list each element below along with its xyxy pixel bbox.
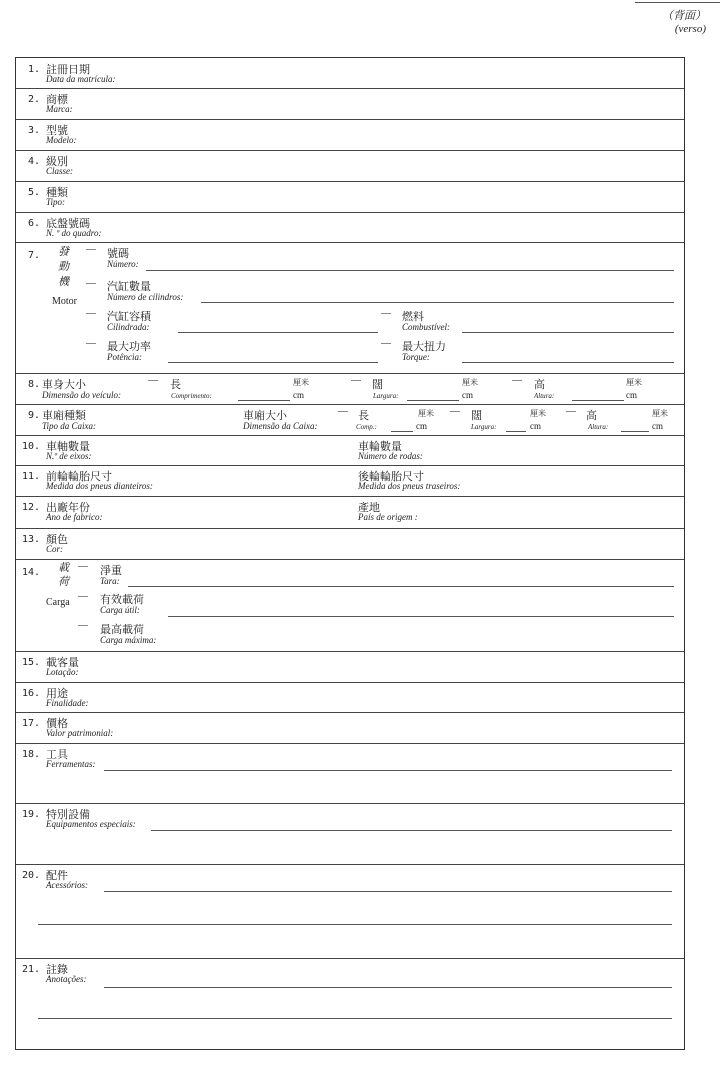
unit: cm xyxy=(416,421,427,431)
acessorios-input-line-2[interactable] xyxy=(38,924,672,925)
motor-label-zh: 發動機 xyxy=(58,245,69,288)
dash-marker: — xyxy=(512,375,522,386)
dash-marker: — xyxy=(338,406,348,417)
label-zh: 高 xyxy=(586,409,597,422)
dash-marker: — xyxy=(86,308,96,319)
field-number: 15. xyxy=(22,657,41,668)
label-pt: Comprimento: xyxy=(171,392,212,400)
field-row-pair[interactable] xyxy=(16,435,684,466)
label-pt: Potência: xyxy=(107,352,142,362)
field-number: 3. xyxy=(28,125,41,136)
field-row-long xyxy=(16,958,684,1050)
height-input-line[interactable] xyxy=(572,400,624,401)
label-zh: 最大扭力 xyxy=(402,340,446,353)
carga-label-pt: Carga xyxy=(46,597,70,608)
label-pt: Cilindrada: xyxy=(107,322,150,332)
field-row[interactable] xyxy=(16,651,684,683)
label-zh: 前輪輪胎尺寸 xyxy=(46,470,112,483)
anotacoes-input-line[interactable] xyxy=(104,987,672,988)
label-zh: 車輪數量 xyxy=(358,440,402,453)
label-pt: Tara: xyxy=(100,576,120,586)
label-zh: 後輪輪胎尺寸 xyxy=(358,470,424,483)
label-pt: Largura: xyxy=(373,392,399,400)
tara-input-line[interactable] xyxy=(128,586,674,587)
width-input-line[interactable] xyxy=(407,400,459,401)
dash-marker: — xyxy=(78,561,88,572)
field-number: 18. xyxy=(22,749,41,760)
label-zh: 車廂種類 xyxy=(42,409,86,422)
field-number: 5. xyxy=(28,187,41,198)
anotacoes-input-line-2[interactable] xyxy=(38,1018,672,1019)
label-zh: 汽缸數量 xyxy=(107,280,151,293)
label-pt: Acessórios: xyxy=(46,880,88,890)
label-zh: 出廠年份 xyxy=(46,501,90,514)
field-row[interactable] xyxy=(16,150,684,182)
label-pt: Ano de fabrico: xyxy=(46,512,103,522)
page-side-label xyxy=(662,10,706,36)
field-number: 13. xyxy=(22,534,41,545)
unit: cm xyxy=(530,421,541,431)
unit-zh: 厘米 xyxy=(418,409,434,418)
caixa-length-line[interactable] xyxy=(391,431,413,432)
dash-marker: — xyxy=(566,406,576,417)
field-number: 9. xyxy=(28,410,41,421)
label-pt: Tipo da Caixa: xyxy=(42,421,97,431)
unit-zh: 厘米 xyxy=(293,378,309,387)
cilindros-input-line[interactable] xyxy=(201,302,674,303)
label-zh: 產地 xyxy=(358,501,380,514)
field-label-zh: 底盤號碼 xyxy=(46,217,90,230)
carga-label-zh: 載荷 xyxy=(58,561,69,588)
field-row-pair[interactable] xyxy=(16,465,684,497)
label-zh: 汽缸容積 xyxy=(107,310,151,323)
field-number: 1. xyxy=(28,64,41,75)
caixa-width-line[interactable] xyxy=(506,431,526,432)
label-pt: Número de rodas: xyxy=(358,451,423,461)
unit-zh: 厘米 xyxy=(626,378,642,387)
caixa-row xyxy=(16,404,684,436)
equipamentos-input-line[interactable] xyxy=(151,830,672,831)
label-pt: Comp.: xyxy=(356,423,377,431)
field-row[interactable] xyxy=(16,119,684,151)
label-zh: 闊 xyxy=(471,409,482,422)
field-row-pair[interactable] xyxy=(16,496,684,529)
label-pt: Medida dos pneus dianteiros: xyxy=(46,481,153,491)
field-row-long xyxy=(16,864,684,959)
label-zh: 價格 xyxy=(46,717,68,730)
label-pt: Dimensão da Caixa: xyxy=(243,421,318,431)
field-row-long xyxy=(16,803,684,865)
unit: cm xyxy=(652,421,663,431)
carga-section xyxy=(16,559,684,652)
field-label-zh: 型號 xyxy=(46,124,68,137)
ferramentas-input-line[interactable] xyxy=(104,770,672,771)
field-number: 21. xyxy=(22,964,41,975)
field-label-zh: 種類 xyxy=(46,186,68,199)
label-zh: 車廂大小 xyxy=(243,409,287,422)
label-zh: 用途 xyxy=(46,687,68,700)
vehicle-dimension-row xyxy=(16,373,684,405)
label-zh: 淨重 xyxy=(100,564,122,577)
field-label-pt: Tipo: xyxy=(46,197,66,207)
dash-marker: — xyxy=(381,338,391,349)
label-zh: 載客量 xyxy=(46,656,79,669)
label-pt: Equipamentos especiais: xyxy=(46,819,136,829)
numero-input-line[interactable] xyxy=(146,270,674,271)
label-zh: 長 xyxy=(358,409,369,422)
field-number: 19. xyxy=(22,809,41,820)
label-zh: 號碼 xyxy=(107,247,129,260)
label-zh: 顏色 xyxy=(46,533,68,546)
label-pt: Cor: xyxy=(46,544,64,554)
field-row[interactable] xyxy=(16,181,684,213)
unit-zh: 厘米 xyxy=(462,378,478,387)
field-number: 6. xyxy=(28,218,41,229)
label-pt: Número de cilindros: xyxy=(107,292,184,302)
field-label-pt: Data da matrícula: xyxy=(46,74,116,84)
potencia-input-line[interactable] xyxy=(168,362,378,363)
label-pt: N.º de eixos: xyxy=(46,451,92,461)
dash-marker: — xyxy=(86,244,96,255)
unit: cm xyxy=(626,390,637,400)
dash-marker: — xyxy=(450,406,460,417)
field-label-pt: Modelo: xyxy=(46,135,77,145)
label-pt: Largura: xyxy=(471,423,497,431)
field-row[interactable] xyxy=(16,88,684,120)
field-label-zh: 級別 xyxy=(46,155,68,168)
unit: cm xyxy=(293,390,304,400)
field-row[interactable] xyxy=(16,212,684,243)
field-label-pt: N. º do quadro: xyxy=(46,228,102,238)
field-row[interactable] xyxy=(16,528,684,560)
field-row[interactable] xyxy=(16,682,684,713)
form-table xyxy=(15,57,685,1050)
field-number: 14. xyxy=(22,567,41,578)
label-zh: 有效載荷 xyxy=(100,593,144,606)
combustivel-input-line[interactable] xyxy=(462,332,674,333)
label-zh: 工具 xyxy=(46,748,68,761)
side-pt: (verso) xyxy=(674,23,706,35)
field-label-zh: 商標 xyxy=(46,93,68,106)
field-row-long xyxy=(16,743,684,804)
label-zh: 燃料 xyxy=(402,310,424,323)
cilindrada-input-line[interactable] xyxy=(178,332,378,333)
field-row[interactable] xyxy=(16,712,684,744)
label-pt: Valor patrimonial: xyxy=(46,728,114,738)
field-number: 7. xyxy=(28,250,41,261)
label-zh: 車軸數量 xyxy=(46,440,90,453)
label-zh: 配件 xyxy=(46,869,68,882)
label-zh: 特別設備 xyxy=(46,808,90,821)
dash-marker: — xyxy=(86,278,96,289)
field-number: 20. xyxy=(22,870,41,881)
label-pt: País de origem : xyxy=(358,512,418,522)
motor-section xyxy=(16,242,684,374)
label-pt: Dimensão do veículo: xyxy=(42,390,121,400)
dash-marker: — xyxy=(78,591,88,602)
unit-zh: 厘米 xyxy=(530,409,546,418)
field-number: 16. xyxy=(22,688,41,699)
field-number: 4. xyxy=(28,156,41,167)
dash-marker: — xyxy=(148,375,158,386)
field-row[interactable] xyxy=(16,58,684,89)
label-pt: Combustível: xyxy=(402,322,450,332)
label-pt: Lotação: xyxy=(46,667,79,677)
label-pt: Altura: xyxy=(534,392,555,400)
field-number: 8. xyxy=(28,379,41,390)
dash-marker: — xyxy=(381,308,391,319)
label-zh: 長 xyxy=(170,378,181,391)
dash-marker: — xyxy=(351,375,361,386)
field-label-pt: Classe: xyxy=(46,166,73,176)
torque-input-line[interactable] xyxy=(462,362,674,363)
carga-util-input-line[interactable] xyxy=(168,616,674,617)
label-pt: Número: xyxy=(107,259,139,269)
field-number: 11. xyxy=(22,471,41,482)
field-number: 17. xyxy=(22,718,41,729)
field-label-pt: Marca: xyxy=(46,104,73,114)
label-zh: 註錄 xyxy=(46,963,68,976)
field-label-zh: 註冊日期 xyxy=(46,63,90,76)
label-zh: 最高載荷 xyxy=(100,623,144,636)
label-pt: Finalidade: xyxy=(46,698,89,708)
acessorios-input-line[interactable] xyxy=(104,891,672,892)
label-pt: Carga útil: xyxy=(100,605,140,615)
label-pt: Medida dos pneus traseiros: xyxy=(358,481,461,491)
label-pt: Ferramentas: xyxy=(46,759,96,769)
label-pt: Anotações: xyxy=(46,974,87,984)
label-zh: 闊 xyxy=(372,378,383,391)
dash-marker: — xyxy=(78,620,88,631)
label-pt: Altura: xyxy=(588,423,609,431)
caixa-height-line[interactable] xyxy=(621,431,649,432)
length-input-line[interactable] xyxy=(238,400,290,401)
unit-zh: 厘米 xyxy=(652,409,668,418)
label-pt: Carga máxima: xyxy=(100,635,157,645)
dash-marker: — xyxy=(86,338,96,349)
field-number: 12. xyxy=(22,502,41,513)
unit: cm xyxy=(462,390,473,400)
label-zh: 最大功率 xyxy=(107,340,151,353)
field-number: 10. xyxy=(22,441,41,452)
label-zh: 高 xyxy=(534,378,545,391)
field-number: 2. xyxy=(28,94,41,105)
top-divider xyxy=(635,2,720,3)
label-pt: Torque: xyxy=(402,352,430,362)
side-zh: （背面） xyxy=(662,10,706,22)
label-zh: 車身大小 xyxy=(42,378,86,391)
motor-label-pt: Motor xyxy=(52,296,77,307)
